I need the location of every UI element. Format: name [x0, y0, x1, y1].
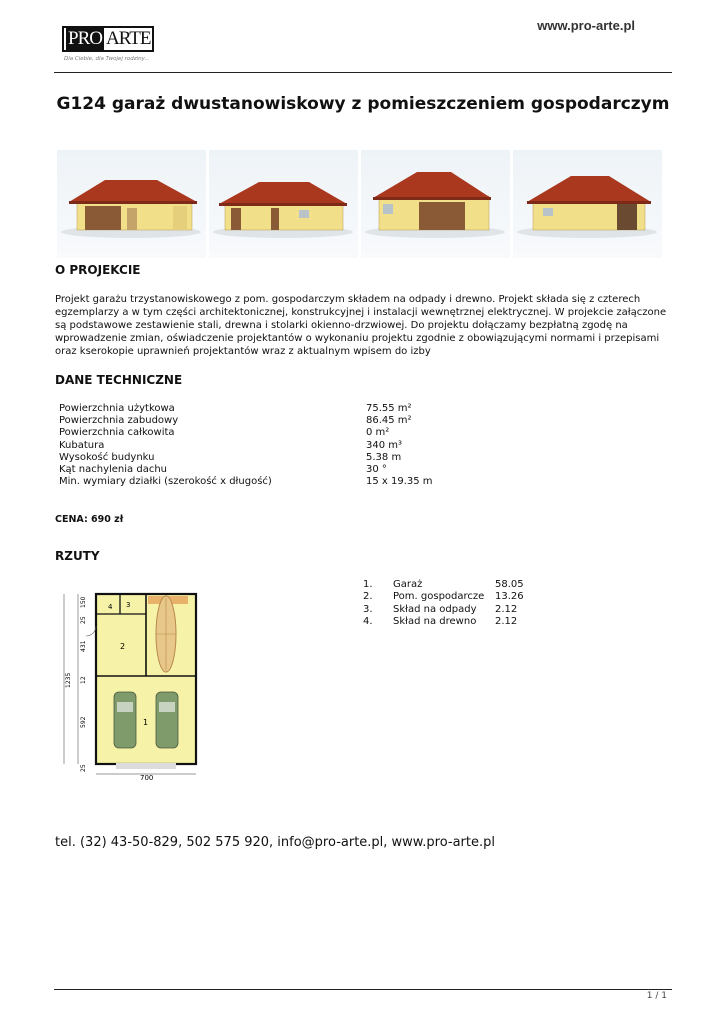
floor-plan-drawing[interactable]: [56, 576, 206, 780]
plan-room-label: 4: [108, 603, 113, 611]
tech-label: Min. wymiary działki (szerokość x długość): [59, 476, 272, 488]
render-view-front-left[interactable]: [57, 150, 206, 258]
plan-room-label: 1: [143, 718, 149, 727]
plan-dimension-label: 25: [80, 764, 87, 772]
room-area: 13.26: [495, 591, 524, 603]
about-heading: O PROJEKCIE: [55, 263, 141, 277]
tech-row: [59, 440, 433, 452]
room-number: 1.: [363, 579, 373, 590]
tech-row: [59, 452, 433, 464]
tech-label: Kubatura: [59, 439, 105, 451]
logo-text-arte: ARTE: [105, 28, 151, 49]
footer-divider: [54, 989, 672, 990]
list-item: [363, 604, 524, 616]
tech-label: Wysokość budynku: [59, 451, 155, 463]
tech-value: 0 m²: [366, 427, 390, 439]
render-view-front[interactable]: [209, 150, 358, 258]
render-view-back-right[interactable]: [361, 150, 510, 258]
room-area: 2.12: [495, 615, 518, 627]
list-item: [363, 616, 524, 628]
room-name: Skład na odpady: [393, 603, 477, 615]
tech-value: 30 °: [366, 463, 387, 475]
room-area: 58.05: [495, 579, 524, 590]
header-divider: [54, 72, 672, 73]
plan-dimension-label: 431: [80, 640, 87, 652]
tech-value: 15 x 19.35 m: [366, 476, 433, 488]
plan-dimension-label: 1235: [65, 672, 72, 688]
tech-label: Kąt nachylenia dachu: [59, 463, 168, 475]
tech-value: 75.55 m²: [366, 403, 412, 414]
room-area: 2.12: [495, 603, 518, 615]
plan-room-label: 2: [120, 642, 126, 651]
plans-heading: RZUTY: [55, 549, 100, 563]
logo-wordmark: [62, 26, 154, 52]
room-number: 2.: [363, 591, 373, 603]
room-name: Skład na drewno: [393, 615, 477, 627]
tech-heading: DANE TECHNICZNE: [55, 373, 183, 387]
tech-label: Powierzchnia całkowita: [59, 427, 175, 439]
tech-value: 86.45 m²: [366, 415, 412, 427]
plan-dimension-label: 592: [80, 716, 87, 728]
page-title: G124 garaż dwustanowiskowy z pomieszczeniem gospodarczym: [56, 94, 670, 114]
header-website-link[interactable]: www.pro-arte.pl: [537, 18, 635, 33]
about-text: Projekt garażu trzystanowiskowego z pom. gospodarczym składem na odpady i drewno. Projekt składa się z czterech egzemplarzy a w tym części architektonicznej, konstrukcyjnej i instalacji wewnętrznej elektrycznej. W projekcie załączone są podstawowe zestawienie stali, drewna i stolarki okienno-drzwiowej. Do projektu dołączamy bezpłatną zgodę na wprowadzenie zmian, oświadczenie projektantów o wykonaniu projektu zgodnie z obowiązującymi normami i przepisami oraz kserokopie uprawnień projektantów wraz z aktualnym wpisem do izby: [55, 294, 667, 357]
list-item: [363, 579, 524, 591]
tech-row: [59, 476, 433, 488]
plan-dimension-label: 12: [80, 676, 87, 684]
logo-tagline: Dla Ciebie, dla Twojej rodziny...: [64, 56, 150, 62]
room-name: Garaż: [393, 579, 423, 590]
plan-room-label: 3: [126, 601, 131, 609]
company-logo: [62, 26, 152, 66]
tech-row: [59, 415, 433, 427]
tech-row: [59, 464, 433, 476]
contact-info: tel. (32) 43-50-829, 502 575 920, info@pro-arte.pl, www.pro-arte.pl: [55, 835, 495, 850]
plan-dimension-label: 700: [140, 774, 154, 780]
room-name: Pom. gospodarcze: [393, 591, 485, 603]
render-gallery: [57, 150, 662, 258]
tech-row: [59, 427, 433, 439]
room-number: 4.: [363, 615, 373, 627]
plan-dimension-label: 150: [80, 596, 87, 608]
room-number: 3.: [363, 603, 373, 615]
page-number: 1 / 1: [646, 991, 667, 1001]
tech-value: 340 m³: [366, 439, 403, 451]
logo-text-pro: PRO: [68, 28, 102, 49]
tech-label: Powierzchnia użytkowa: [59, 403, 175, 414]
render-view-side[interactable]: [513, 150, 662, 258]
tech-row: [59, 403, 433, 415]
price-label: CENA: 690 zł: [55, 514, 124, 525]
list-item: [363, 591, 524, 603]
room-list: [363, 579, 524, 628]
plan-dimension-label: 25: [80, 616, 87, 624]
tech-label: Powierzchnia zabudowy: [59, 415, 179, 427]
tech-value: 5.38 m: [366, 451, 402, 463]
tech-data-table: [59, 403, 433, 488]
